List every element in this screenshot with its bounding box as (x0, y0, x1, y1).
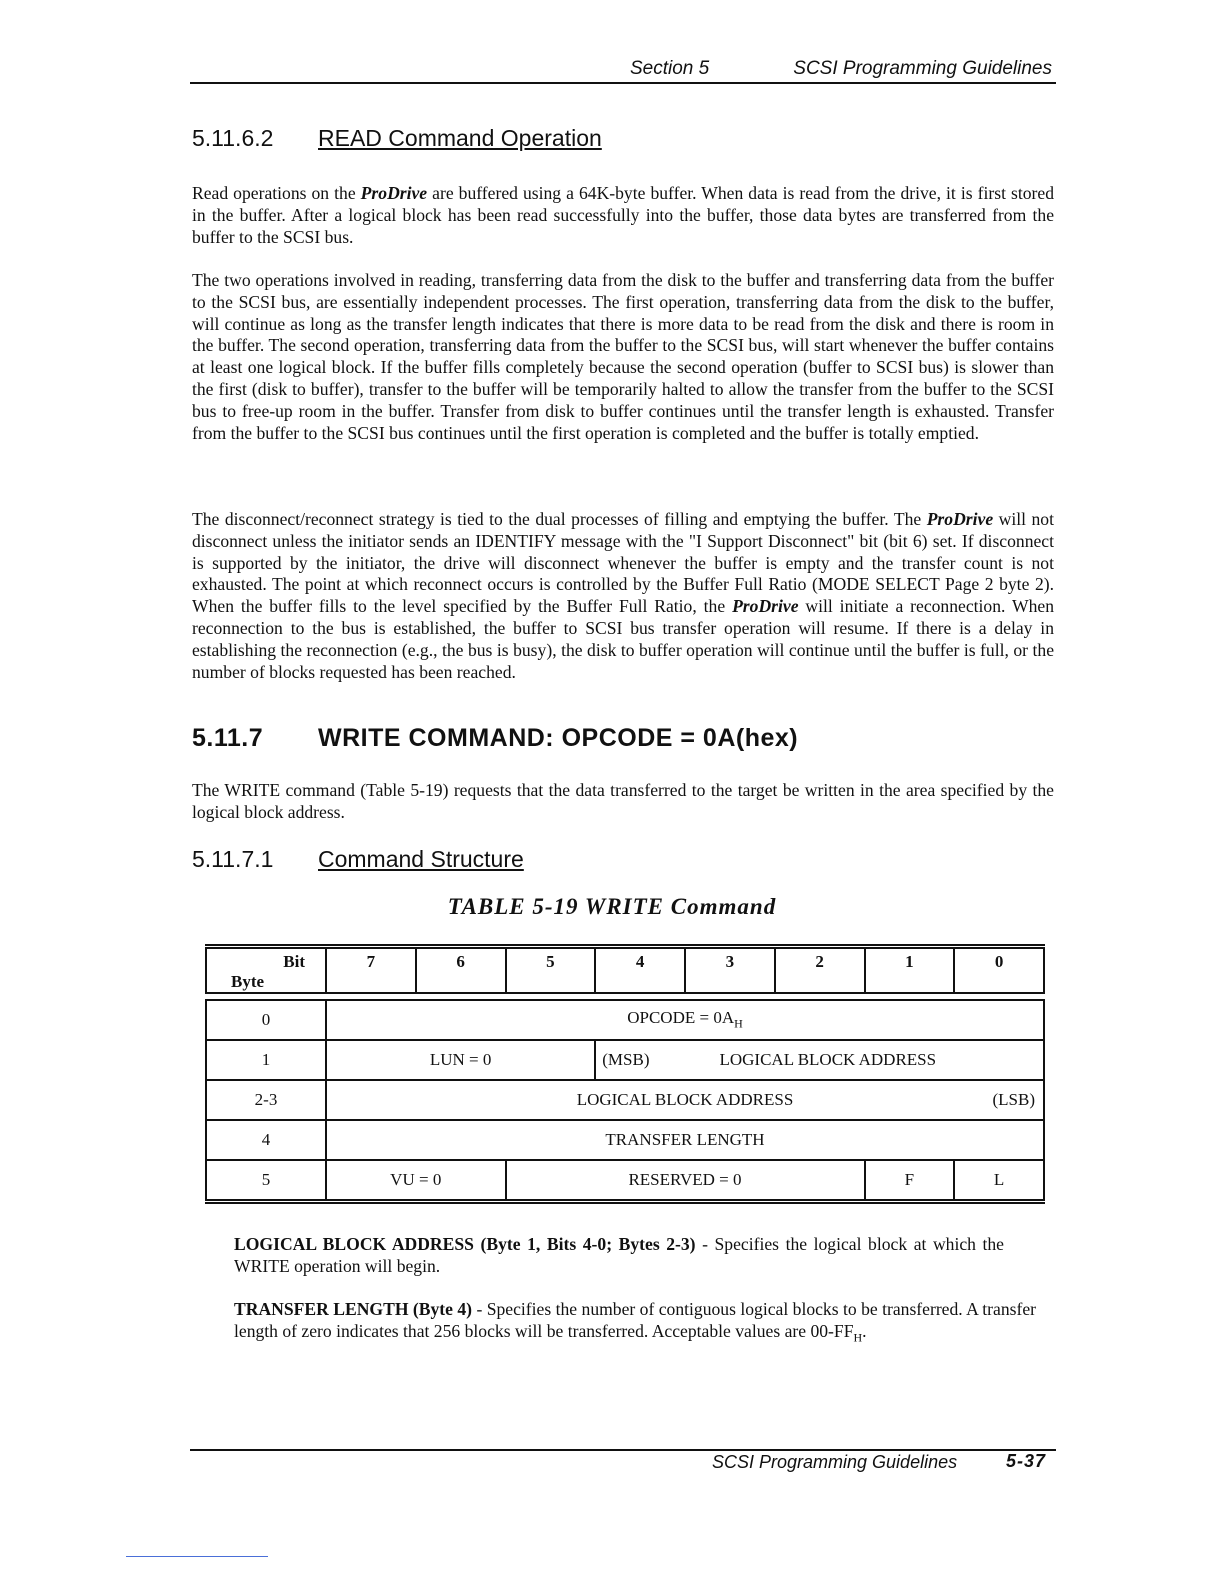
table-row (206, 1040, 1044, 1080)
brand-name: ProDrive (360, 183, 428, 203)
byte-cell: 1 (206, 1040, 326, 1080)
vu-cell: VU = 0 (326, 1160, 506, 1202)
bit-header: 3 (685, 947, 775, 994)
opcode-cell: OPCODE = $0A_H$ (326, 1000, 1044, 1040)
write-section-number: 5.11.7 (192, 724, 264, 752)
byte-cell: 5 (206, 1160, 326, 1202)
flag-f-cell: F (865, 1160, 955, 1202)
table-separator (206, 993, 1044, 1000)
write-intro-paragraph: The WRITE command (Table 5-19) requests that the data transferred to the target be written in the area specified by the logical block address. (192, 780, 1054, 822)
write-command-table (205, 944, 1045, 1204)
bit-header: 4 (595, 947, 685, 994)
byte-cell: 0 (206, 1000, 326, 1040)
lba-field-description: LOGICAL BLOCK ADDRESS (Byte 1, Bits 4-0; Bytes 2-3) - Specifies the logical block at which the WRITE operation will begin. (234, 1234, 1004, 1276)
running-header (190, 58, 1056, 84)
byte-cell: 2-3 (206, 1080, 326, 1120)
footer-rule (190, 1449, 1056, 1451)
lba-lsb-cell: LOGICAL BLOCK ADDRESS (LSB) (326, 1080, 1044, 1120)
read-section-title: READ Command Operation (318, 125, 602, 151)
bit-byte-corner-cell (206, 947, 326, 994)
header-chapter-title: SCSI Programming Guidelines (793, 58, 1052, 79)
transfer-length-field-description: TRANSFER LENGTH (Byte 4) - Specifies the number of contiguous logical blocks to be transferred. A transfer length of zero indicates that 256 blocks will be transferred. Acceptable values are $00-FF_H$. (234, 1299, 1036, 1345)
link-l-cell: L (954, 1160, 1044, 1202)
command-structure-title: Command Structure (318, 846, 524, 872)
byte-label: Byte (231, 972, 265, 991)
scan-artifact-line (126, 1556, 268, 1557)
read-section-heading (192, 125, 602, 152)
read-paragraph-1: Read operations on the ProDrive are buffered using a 64K-byte buffer. When data is read from the drive, it is first stored in the buffer. After a logical block has been read successfully into the buffer, those data bytes are transferred from the buffer to the SCSI bus. (192, 183, 1054, 247)
lba-field-term: LOGICAL BLOCK ADDRESS (Byte 1, Bits 4-0; Bytes 2-3) (234, 1234, 696, 1254)
read-paragraph-2: The two operations involved in reading, transferring data from the disk to the buffer and transferring data from the buffer to the SCSI bus, are essentially independent processes. The first operation, transferring data from the disk to the buffer, will continue as long as the transfer length indicates that there is more data to be read from the disk and there is room in the buffer. The second operation, transferring data from the buffer to the SCSI bus, will start whenever the buffer contains at least one logical block. If the buffer fills completely because the second operation (buffer to SCSI bus) is slower than the first (disk to buffer), transfer to the buffer will be temporarily halted to allow the transfer from the buffer to the SCSI bus to free-up room in the buffer. Transfer from disk to buffer continues until the transfer length is exhausted. Transfer from the buffer to the SCSI bus continues until the first operation is completed and the buffer is totally emptied. (192, 270, 1054, 443)
footer-chapter-title: SCSI Programming Guidelines (712, 1452, 958, 1472)
table-header-row (206, 947, 1044, 994)
lun-cell: LUN = 0 (326, 1040, 595, 1080)
command-structure-number: 5.11.7.1 (192, 846, 274, 872)
command-structure-heading (192, 846, 524, 873)
table-caption: TABLE 5-19 WRITE Command (447, 894, 777, 919)
brand-name: ProDrive (732, 596, 799, 617)
lba-msb-cell: (MSB) LOGICAL BLOCK ADDRESS (595, 1040, 1044, 1080)
write-section-title: WRITE COMMAND: OPCODE = 0A(hex) (318, 724, 799, 752)
table-row (206, 1000, 1044, 1040)
transfer-length-cell: TRANSFER LENGTH (326, 1120, 1044, 1160)
bit-header: 1 (865, 947, 955, 994)
bit-header: 2 (775, 947, 865, 994)
bit-header: 0 (954, 947, 1044, 994)
bit-header: 7 (326, 947, 416, 994)
brand-name: ProDrive (926, 509, 994, 529)
write-section-heading (192, 724, 798, 753)
bit-header: 5 (506, 947, 596, 994)
header-section: Section 5 (630, 58, 710, 79)
byte-cell: 4 (206, 1120, 326, 1160)
transfer-length-field-term: TRANSFER LENGTH (Byte 4) (234, 1299, 473, 1319)
bit-header: 6 (416, 947, 506, 994)
table-row (206, 1120, 1044, 1160)
read-paragraph-3: The disconnect/reconnect strategy is tied to the dual processes of filling and emptying the buffer. The ProDrive will not disconnect unless the initiator sends an IDENTIFY message with the "I Support Disconnect" bit (bit 6) set. If disconnect is supported by the initiator, the drive will disconnect whenever the buffer is empty and the transfer count is not exhausted. The point at which reconnect occurs is controlled by the Buffer Full Ratio (MODE SELECT Page 2 byte 2). When the buffer fills to the level specified by the Buffer Full Ratio, the ProDrive will initiate a reconnection. When reconnection to the bus is established, the buffer to SCSI bus transfer operation will resume. If there is a delay in establishing the reconnection (e.g., the bus is busy), the disk to buffer operation will continue until the buffer is full, or the number of blocks requested has been reached. (192, 509, 1054, 682)
reserved-cell: RESERVED = 0 (506, 1160, 865, 1202)
table-row (206, 1080, 1044, 1120)
read-section-number: 5.11.6.2 (192, 125, 274, 151)
table-row (206, 1160, 1044, 1202)
bit-label: Bit (283, 952, 305, 971)
page-number: 5-37 (1006, 1451, 1047, 1471)
